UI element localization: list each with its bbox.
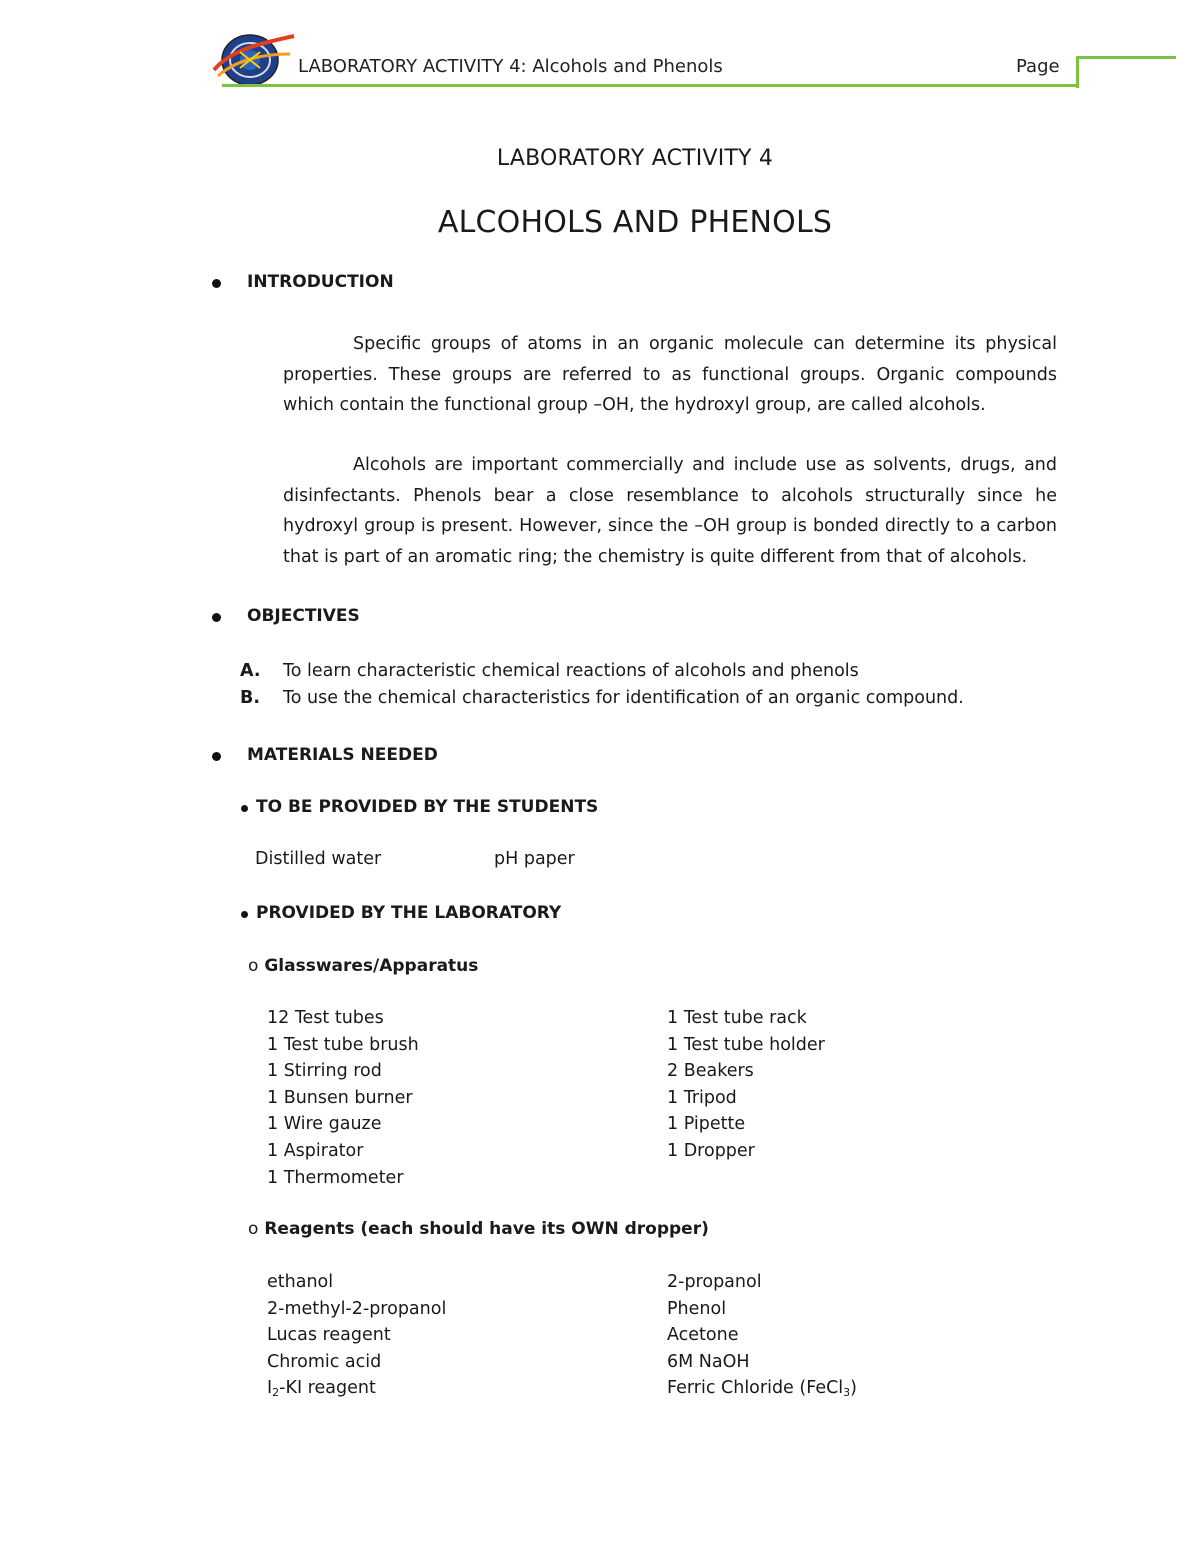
intro-paragraph-2-text: Alcohols are important commercially and include use as solvents, drugs, and disinfectants. Phenols bear a close resemblance to alcohols structurally since he hydroxyl group is present. However, since the –OH group is bonded directly to a carbon that is part of an aromatic ring; the chemistry is quite different from that of alcohols. xyxy=(283,455,1057,567)
list-item: Phenol xyxy=(667,1298,727,1319)
glassware-right-column xyxy=(667,1005,825,1165)
list-item: 1 Dropper xyxy=(667,1140,755,1161)
page-label-box xyxy=(1000,52,1076,86)
header-title: LABORATORY ACTIVITY 4: Alcohols and Phenols xyxy=(298,56,723,77)
main-title: ALCOHOLS AND PHENOLS xyxy=(437,205,833,240)
list-item: 1 Wire gauze xyxy=(267,1114,382,1135)
header xyxy=(0,0,1200,100)
laboratory-heading: PROVIDED BY THE LABORATORY xyxy=(256,903,562,923)
objective-letter-a: A. xyxy=(240,661,261,681)
reagents-right-column xyxy=(667,1269,857,1402)
list-item: 1 Tripod xyxy=(667,1087,737,1108)
list-item: 6M NaOH xyxy=(667,1351,750,1372)
objectives-heading: OBJECTIVES xyxy=(247,606,360,626)
intro-paragraph-1 xyxy=(283,329,1057,421)
page-label: Page xyxy=(1016,56,1060,77)
list-item: 1 Stirring rod xyxy=(267,1061,382,1082)
list-item: 1 Aspirator xyxy=(267,1140,364,1161)
list-item: ethanol xyxy=(267,1272,334,1292)
list-item: 1 Test tube holder xyxy=(667,1034,825,1055)
formula-subscript: 2 xyxy=(272,1386,280,1400)
list-item: 1 Pipette xyxy=(667,1114,746,1135)
introduction-heading: INTRODUCTION xyxy=(247,272,394,292)
school-logo-icon xyxy=(210,24,296,90)
list-item: 2-methyl-2-propanol xyxy=(267,1298,447,1319)
objective-letter-b: B. xyxy=(240,688,260,708)
formula-part: I xyxy=(267,1378,273,1399)
formula-part: -KI reagent xyxy=(279,1378,376,1399)
introduction-bullet-icon xyxy=(212,279,221,288)
list-item: 1 Bunsen burner xyxy=(267,1087,413,1108)
objectives-bullet-icon xyxy=(212,613,221,622)
list-item: 1 Test tube rack xyxy=(667,1008,807,1028)
glassware-heading-row xyxy=(248,956,478,976)
list-item: Chromic acid xyxy=(267,1351,382,1372)
materials-bullet-icon xyxy=(212,752,221,761)
formula-part: ) xyxy=(850,1378,857,1399)
materials-heading: MATERIALS NEEDED xyxy=(247,745,438,765)
list-item: 12 Test tubes xyxy=(267,1008,384,1028)
page-box-top xyxy=(1076,56,1176,59)
list-item: Acetone xyxy=(667,1325,739,1346)
reagents-heading-row xyxy=(248,1219,709,1239)
page-box-side xyxy=(1076,56,1079,88)
list-item: 1 Thermometer xyxy=(267,1167,404,1188)
glassware-marker: o xyxy=(248,956,259,976)
student-item-distilled-water: Distilled water xyxy=(255,849,382,869)
glassware-left-column xyxy=(267,1005,419,1191)
intro-paragraph-2 xyxy=(283,450,1057,572)
laboratory-bullet-icon xyxy=(241,911,248,918)
list-item-i2-ki-reagent xyxy=(267,1375,446,1402)
objective-text-b: To use the chemical characteristics for identification of an organic compound. xyxy=(283,688,964,708)
activity-title: LABORATORY ACTIVITY 4 xyxy=(496,146,774,171)
list-item: 2-propanol xyxy=(667,1272,762,1292)
list-item: Lucas reagent xyxy=(267,1325,391,1346)
list-item: 2 Beakers xyxy=(667,1061,754,1082)
list-item-ferric-chloride xyxy=(667,1375,857,1402)
student-item-ph-paper: pH paper xyxy=(494,849,575,869)
reagents-left-column xyxy=(267,1269,446,1402)
reagents-marker: o xyxy=(248,1219,259,1239)
list-item: 1 Test tube brush xyxy=(267,1034,419,1055)
formula-part: Ferric Chloride (FeCl xyxy=(667,1378,844,1399)
intro-paragraph-1-text: Specific groups of atoms in an organic molecule can determine its physical properties. These groups are referred to as functional groups. Organic compounds which contain the functional group –OH, the hydroxyl group, are called alcohols. xyxy=(283,334,1057,415)
formula-subscript: 3 xyxy=(843,1386,851,1400)
objective-text-a: To learn characteristic chemical reactions of alcohols and phenols xyxy=(283,661,859,681)
students-bullet-icon xyxy=(241,805,248,812)
glassware-heading: Glasswares/Apparatus xyxy=(264,956,479,976)
students-heading: TO BE PROVIDED BY THE STUDENTS xyxy=(256,797,599,817)
header-rule xyxy=(222,84,1078,87)
reagents-heading: Reagents (each should have its OWN dropper) xyxy=(264,1219,709,1239)
